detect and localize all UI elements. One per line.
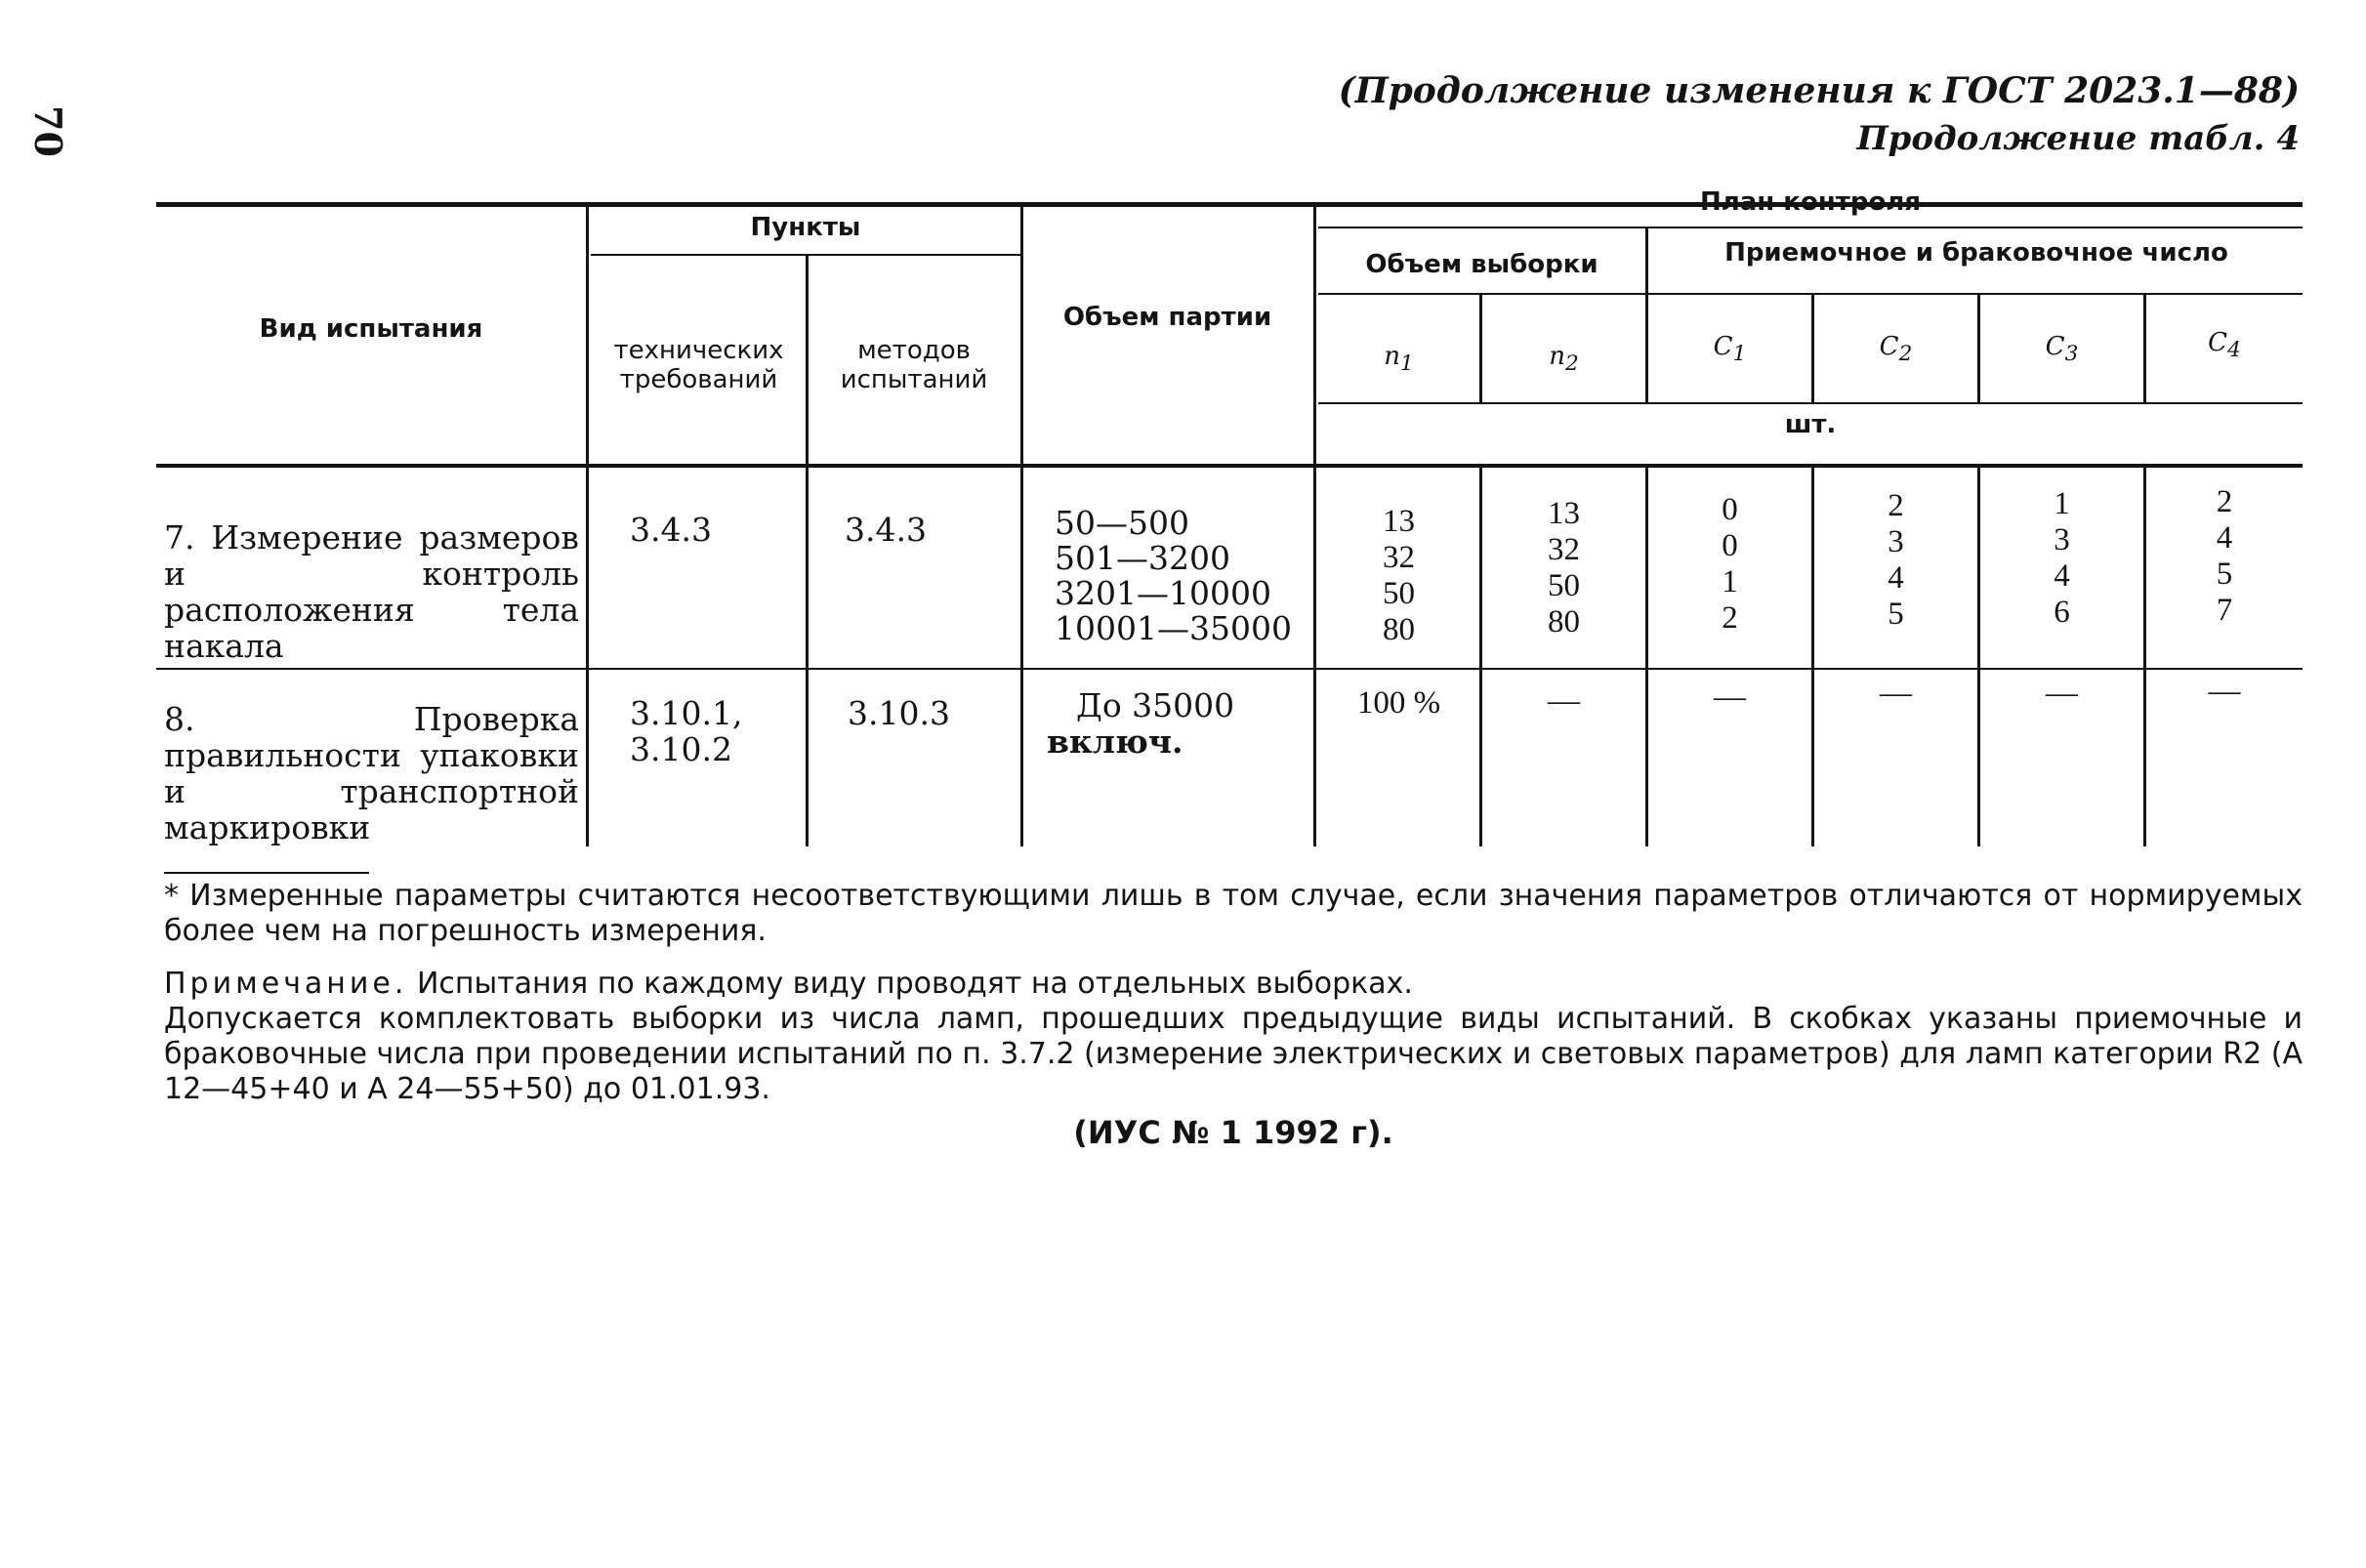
note-first-line: [164, 967, 2303, 1002]
row8-lot: До 35000 включ.: [1047, 686, 1235, 761]
row-separator: [156, 668, 2303, 670]
col-n2: $n_2$: [1549, 342, 1579, 377]
rule-under-plan: [1318, 227, 2303, 228]
col-sample-volume: Объем выборки: [1365, 250, 1598, 279]
row7-test-type: 7. Измерение размеров и контроль расположения тела накала: [164, 518, 579, 665]
col-lot-volume: Объем партии: [1062, 303, 1272, 332]
col-n1: $n_1$: [1384, 342, 1414, 377]
row7-c1: 0 0 1 2: [1722, 492, 1738, 636]
row8-test-type: 8. Проверка правильности упаковки и транспортной маркировки: [164, 700, 579, 846]
row8-method: 3.10.3: [848, 694, 950, 732]
row8-c2: —: [1880, 676, 1912, 711]
vline-4: [1313, 207, 1316, 846]
vline-2: [806, 256, 809, 846]
row8-c4: —: [2208, 674, 2241, 709]
header-bottom-rule: [156, 464, 2303, 468]
row8-c1: —: [1714, 680, 1746, 715]
col-c2: $C_2$: [1879, 332, 1913, 367]
vline-1: [586, 207, 589, 846]
col-points: Пункты: [750, 213, 861, 242]
row8-n2: —: [1548, 683, 1580, 719]
footnote-rule: [164, 872, 369, 874]
col-c3: $C_3$: [2045, 332, 2079, 367]
row7-c4: 2 4 5 7: [2216, 484, 2233, 628]
col-c4: $C_4$: [2208, 328, 2241, 363]
note-line1: Испытания по каждому виду проводят на отдельных выборках.: [416, 967, 1413, 1001]
vline-6-head: [1645, 228, 1648, 402]
col-c1: $C_1$: [1713, 332, 1747, 367]
row7-tech: 3.4.3: [630, 511, 712, 549]
note-label: Примечание.: [164, 967, 408, 1001]
row8-tech: 3.10.1, 3.10.2: [630, 694, 743, 768]
unit-label: шт.: [1784, 410, 1837, 439]
col-test-type: Вид испытания: [259, 314, 483, 344]
col-control-plan: План контроля: [1699, 187, 1922, 217]
rule-under-subheads: [1318, 293, 2303, 295]
row8-c3: —: [2046, 676, 2078, 711]
row7-lot: 50—500 501—3200 3201—10000 10001—35000: [1055, 504, 1292, 647]
row7-c3: 1 3 4 6: [2054, 486, 2070, 630]
header-continuation-title: (Продолжение изменения к ГОСТ 2023.1—88): [1338, 70, 2300, 111]
row8-n1: 100 %: [1356, 685, 1441, 721]
col-acceptance-rejection: Приемочное и браковочное число: [1724, 238, 2228, 268]
note-text: Допускается комплектовать выборки из числа ламп, прошедших предыдущие виды испытаний. В скобках указаны приемочные и браковочные числа при проведении испытаний по п. 3.7.2 (измерение электрических и световых параметров) для ламп категории R2 (А 12—45+40 и А 24—55+50) до 01.01.93.: [164, 1002, 2303, 1106]
source-reference: (ИУС № 1 1992 г).: [1073, 1114, 1393, 1151]
footnote: * Измеренные параметры считаются несоответствующими лишь в том случае, если значения параметров отличаются от нормируемых более чем на погрешность измерения.: [164, 879, 2303, 948]
row7-n2: 13 32 50 80: [1548, 496, 1580, 640]
page-number: 70: [26, 105, 70, 157]
header-table-continuation: Продолжение табл. 4: [1856, 119, 2300, 158]
col-tech-requirements: технических требований: [613, 336, 784, 394]
row7-n1: 13 32 50 80: [1383, 504, 1415, 647]
col-test-methods: методов испытаний: [840, 336, 988, 394]
rule-above-unit: [1318, 402, 2303, 404]
row7-method: 3.4.3: [845, 511, 927, 549]
row7-c2: 2 3 4 5: [1888, 488, 1904, 632]
